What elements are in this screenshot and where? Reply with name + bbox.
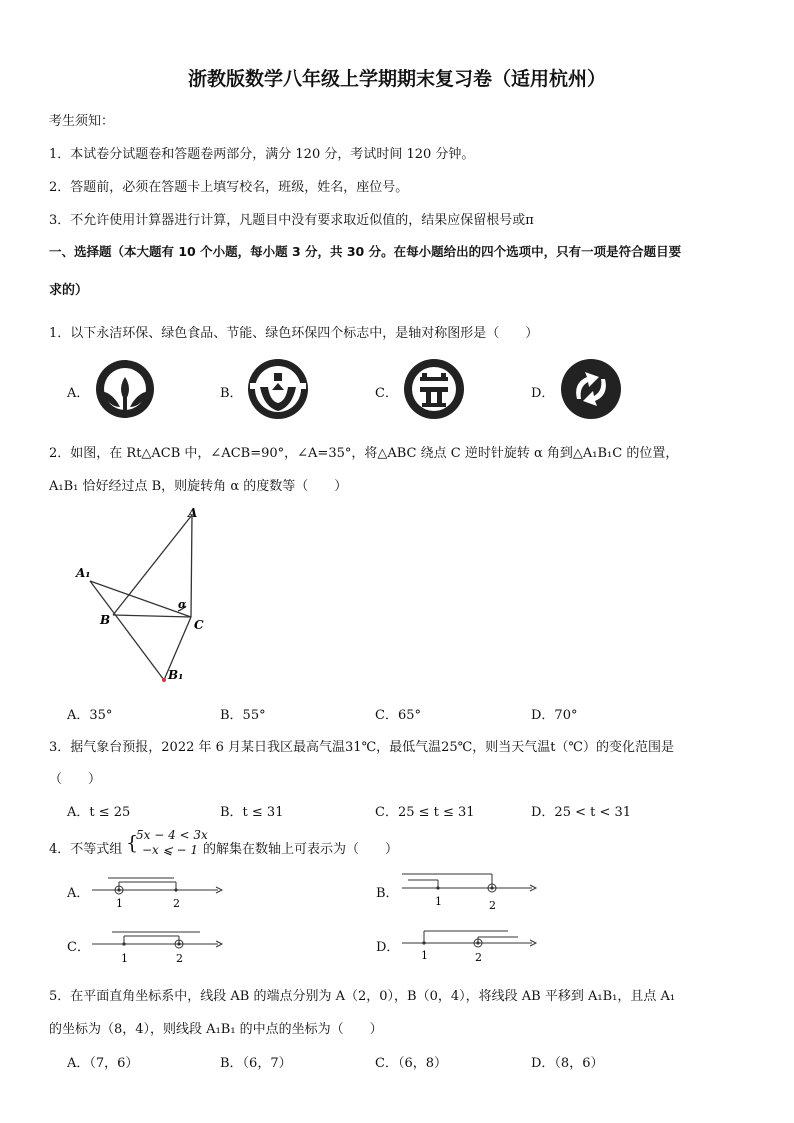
edge-bc bbox=[113, 615, 191, 617]
section-heading-cont: 求的） bbox=[49, 283, 89, 298]
notice-item: 2．答题前，必须在答题卡上填写校名，班级，姓名，座位号。 bbox=[49, 180, 409, 195]
q4-option-d-label[interactable]: D． bbox=[376, 940, 400, 955]
notice-heading: 考生须知： bbox=[49, 114, 115, 129]
label-c: C bbox=[194, 618, 204, 632]
question-2-stem: 2．如图，在 Rt△ACB 中，∠ACB=90°，∠A=35°，将△ABC 绕点 C 逆时针旋转 α 角到△A₁B₁C 的位置， bbox=[49, 446, 679, 461]
q1-option-b-label[interactable]: B． bbox=[220, 386, 243, 401]
tick-label-2: 2 bbox=[176, 952, 183, 965]
q2-triangle-figure bbox=[70, 505, 220, 690]
q1-option-d-label[interactable]: D． bbox=[531, 386, 555, 401]
q3-option-c[interactable]: C．25 ≤ t ≤ 31 bbox=[375, 805, 475, 820]
q4-number-line-b[interactable] bbox=[398, 868, 543, 912]
tick-label-1: 1 bbox=[435, 895, 442, 908]
clean-logo-icon bbox=[402, 357, 466, 421]
q5-option-c[interactable]: C．（6，8） bbox=[375, 1056, 447, 1071]
tick-label-1: 1 bbox=[421, 949, 428, 962]
question-1-stem: 1．以下永洁环保、绿色食品、节能、绿色环保四个标志中，是轴对称图形是（ ） bbox=[49, 326, 539, 341]
section-heading: 一、选择题（本大题有 10 个小题，每小题 3 分，共 30 分。在每小题给出的四个选项中，只有一项是符合题目要 bbox=[49, 244, 682, 259]
label-b: B bbox=[100, 613, 111, 627]
brace: { bbox=[126, 832, 139, 854]
question-5-stem: 5．在平面直角坐标系中，线段 AB 的端点分别为 A（2，0），B（0，4），将线段 AB 平移到 A₁B₁，且点 A₁ bbox=[49, 989, 676, 1004]
q2-option-c[interactable]: C．65° bbox=[375, 708, 421, 723]
question-4-stem-prefix: 4．不等式组 bbox=[49, 842, 123, 857]
edge-a1b1 bbox=[90, 581, 164, 680]
question-3-stem-cont: （ ） bbox=[49, 772, 102, 787]
q1-option-c-label[interactable]: C． bbox=[375, 386, 398, 401]
label-b1: B₁ bbox=[168, 668, 184, 682]
tick-label-1: 1 bbox=[116, 897, 123, 910]
recycle-logo-icon bbox=[559, 357, 623, 421]
q1-option-a-label[interactable]: A． bbox=[67, 386, 90, 401]
q5-option-d[interactable]: D．（8，6） bbox=[531, 1056, 604, 1071]
q3-option-b[interactable]: B．t ≤ 31 bbox=[220, 805, 284, 820]
notice-item: 3．不允许使用计算器进行计算，凡题目中没有要求取近似值的，结果应保留根号或π bbox=[49, 213, 534, 228]
green-food-logo-icon bbox=[93, 357, 157, 421]
q5-option-a[interactable]: A．（7，6） bbox=[67, 1056, 139, 1071]
q2-option-b[interactable]: B．55° bbox=[220, 708, 266, 723]
inequality-1: 5x − 4 < 3x bbox=[136, 828, 208, 842]
question-4-stem-suffix: 的解集在数轴上可表示为（ ） bbox=[203, 842, 399, 857]
q5-option-b[interactable]: B．（6，7） bbox=[220, 1056, 292, 1071]
label-a1: A₁ bbox=[76, 566, 91, 580]
edge-a1c bbox=[90, 581, 191, 617]
label-alpha: α bbox=[178, 598, 187, 611]
energy-saving-logo-icon bbox=[246, 357, 310, 421]
q4-number-line-c[interactable] bbox=[88, 928, 228, 966]
label-a: A bbox=[188, 506, 198, 520]
q4-option-c-label[interactable]: C． bbox=[67, 940, 90, 955]
notice-item: 1．本试卷分试题卷和答题卷两部分，满分 120 分，考试时间 120 分钟。 bbox=[49, 147, 475, 162]
q3-option-a[interactable]: A．t ≤ 25 bbox=[67, 805, 131, 820]
edge-ac bbox=[191, 515, 192, 617]
q3-option-d[interactable]: D．25 < t < 31 bbox=[531, 805, 632, 820]
question-5-stem-cont: 的坐标为（8，4），则线段 A₁B₁ 的中点的坐标为（ ） bbox=[49, 1022, 383, 1037]
tick-label-2: 2 bbox=[489, 899, 496, 912]
q2-option-d[interactable]: D．70° bbox=[531, 708, 578, 723]
page-title: 浙教版数学八年级上学期期末复习卷（适用杭州） bbox=[187, 68, 606, 90]
q4-option-a-label[interactable]: A． bbox=[67, 886, 90, 901]
inequality-2: −x ⩽ − 1 bbox=[142, 843, 199, 857]
question-3-stem: 3．据气象台预报，2022 年 6 月某日我区最高气温31℃，最低气温25℃，则当天气温t（℃）的变化范围是 bbox=[49, 740, 674, 755]
q4-number-line-d[interactable] bbox=[398, 927, 543, 965]
q4-option-b-label[interactable]: B． bbox=[376, 886, 399, 901]
q4-number-line-a[interactable] bbox=[88, 874, 228, 910]
tick-label-1: 1 bbox=[121, 952, 128, 965]
tick-label-2: 2 bbox=[173, 897, 180, 910]
tick-label-2: 2 bbox=[475, 951, 482, 964]
question-2-stem-cont: A₁B₁ 恰好经过点 B，则旋转角 α 的度数等（ ） bbox=[49, 479, 348, 494]
point-b1 bbox=[162, 678, 166, 682]
q2-option-a[interactable]: A．35° bbox=[67, 708, 113, 723]
